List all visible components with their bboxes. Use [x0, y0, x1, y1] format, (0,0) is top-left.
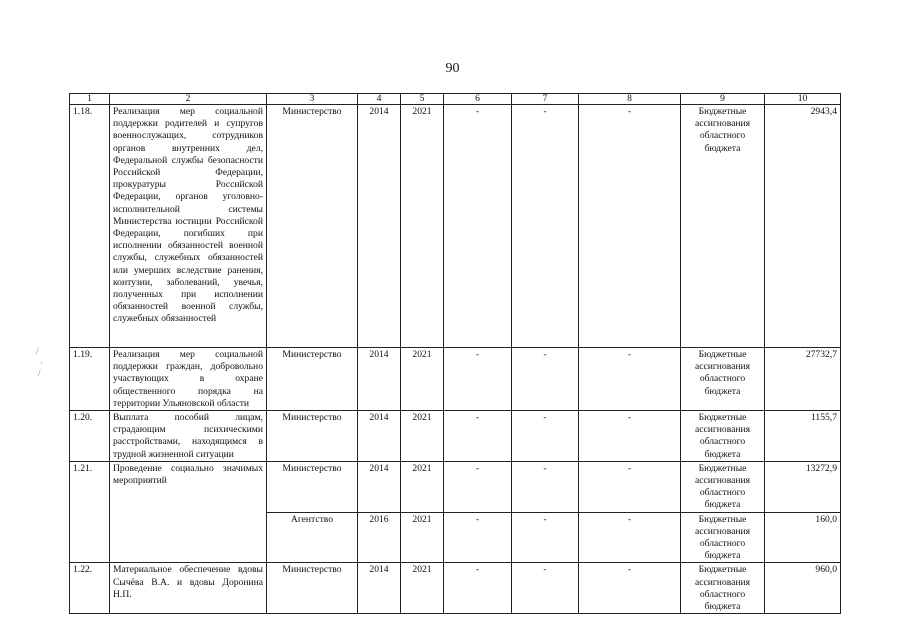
column-7-cell: -	[512, 512, 579, 563]
column-7-cell: -	[512, 563, 579, 614]
row-number: 1.22.	[70, 563, 110, 614]
column-header: 8	[579, 94, 681, 105]
amount-cell: 27732,7	[765, 348, 841, 411]
executor-cell: Агентство	[267, 512, 358, 563]
column-7-cell: -	[512, 411, 579, 462]
measure-name: Реализация мер социальной поддержки родителей и супругов военнослужащих, сотрудников органов внутренних дел, Федеральной службы безопасности Российской Федерации, прокуратуры Российской Федерации, органов уголовно-исполнительной системы Министерства юстиции Российской Федерации, погибших при исполнении обязанностей военной службы, служебных обязанностей или умерших вследствие ранения, контузии, заболеваний, увечья, полученных при исполнении обязанностей военной службы, служебных обязанностей	[110, 105, 267, 348]
column-6-cell: -	[444, 512, 512, 563]
end-year-cell: 2021	[401, 461, 444, 512]
column-7-cell: -	[512, 348, 579, 411]
funding-source-cell: Бюджетные ассигнования областного бюджета	[681, 411, 765, 462]
column-8-cell: -	[579, 411, 681, 462]
funding-source-cell: Бюджетные ассигнования областного бюджета	[681, 563, 765, 614]
column-header: 4	[358, 94, 401, 105]
end-year-cell: 2021	[401, 512, 444, 563]
column-6-cell: -	[444, 563, 512, 614]
executor-cell: Министерство	[267, 461, 358, 512]
executor-cell: Министерство	[267, 411, 358, 462]
amount-cell: 960,0	[765, 563, 841, 614]
funding-source-cell: Бюджетные ассигнования областного бюджета	[681, 512, 765, 563]
end-year-cell: 2021	[401, 563, 444, 614]
page-number: 90	[445, 61, 460, 76]
start-year-cell: 2014	[358, 563, 401, 614]
scan-speck: ·	[40, 358, 43, 368]
amount-cell: 2943,4	[765, 105, 841, 348]
column-8-cell: -	[579, 348, 681, 411]
column-header: 9	[681, 94, 765, 105]
column-header: 2	[110, 94, 267, 105]
start-year-cell: 2014	[358, 105, 401, 348]
executor-cell: Министерство	[267, 105, 358, 348]
start-year-cell: 2016	[358, 512, 401, 563]
funding-source-cell: Бюджетные ассигнования областного бюджета	[681, 348, 765, 411]
column-header-row	[70, 94, 841, 105]
column-header: 3	[267, 94, 358, 105]
column-8-cell: -	[579, 563, 681, 614]
column-header: 6	[444, 94, 512, 105]
amount-cell: 160,0	[765, 512, 841, 563]
column-6-cell: -	[444, 105, 512, 348]
start-year-cell: 2014	[358, 348, 401, 411]
column-header: 10	[765, 94, 841, 105]
column-6-cell: -	[444, 411, 512, 462]
column-header: 7	[512, 94, 579, 105]
table-row	[70, 461, 841, 512]
table-row	[70, 563, 841, 614]
column-header: 1	[70, 94, 110, 105]
row-number: 1.19.	[70, 348, 110, 411]
funding-source-cell: Бюджетные ассигнования областного бюджета	[681, 461, 765, 512]
start-year-cell: 2014	[358, 461, 401, 512]
measure-name: Проведение социально значимых мероприятий	[110, 461, 267, 563]
column-6-cell: -	[444, 461, 512, 512]
column-7-cell: -	[512, 461, 579, 512]
measure-name: Материальное обеспечение вдовы Сычёва В.А. и вдовы Доронина Н.П.	[110, 563, 267, 614]
end-year-cell: 2021	[401, 411, 444, 462]
column-8-cell: -	[579, 512, 681, 563]
amount-cell: 13272,9	[765, 461, 841, 512]
measure-name: Реализация мер социальной поддержки граждан, добровольно участвующих в охране общественного порядка на территории Ульяновской области	[110, 348, 267, 411]
column-header: 5	[401, 94, 444, 105]
column-7-cell: -	[512, 105, 579, 348]
column-8-cell: -	[579, 461, 681, 512]
table-row	[70, 105, 841, 348]
amount-cell: 1155,7	[765, 411, 841, 462]
end-year-cell: 2021	[401, 348, 444, 411]
funding-source-cell: Бюджетные ассигнования областного бюджета	[681, 105, 765, 348]
scan-speck: /	[36, 346, 39, 356]
row-number: 1.21.	[70, 461, 110, 563]
row-number: 1.20.	[70, 411, 110, 462]
measure-name: Выплата пособий лицам, страдающим психическими расстройствами, находящимся в трудной жизненной ситуации	[110, 411, 267, 462]
scan-speck: /	[38, 368, 41, 378]
executor-cell: Министерство	[267, 563, 358, 614]
executor-cell: Министерство	[267, 348, 358, 411]
column-8-cell: -	[579, 105, 681, 348]
end-year-cell: 2021	[401, 105, 444, 348]
row-number: 1.18.	[70, 105, 110, 348]
table-row	[70, 411, 841, 462]
column-6-cell: -	[444, 348, 512, 411]
start-year-cell: 2014	[358, 411, 401, 462]
program-table	[69, 93, 841, 614]
table-row	[70, 348, 841, 411]
